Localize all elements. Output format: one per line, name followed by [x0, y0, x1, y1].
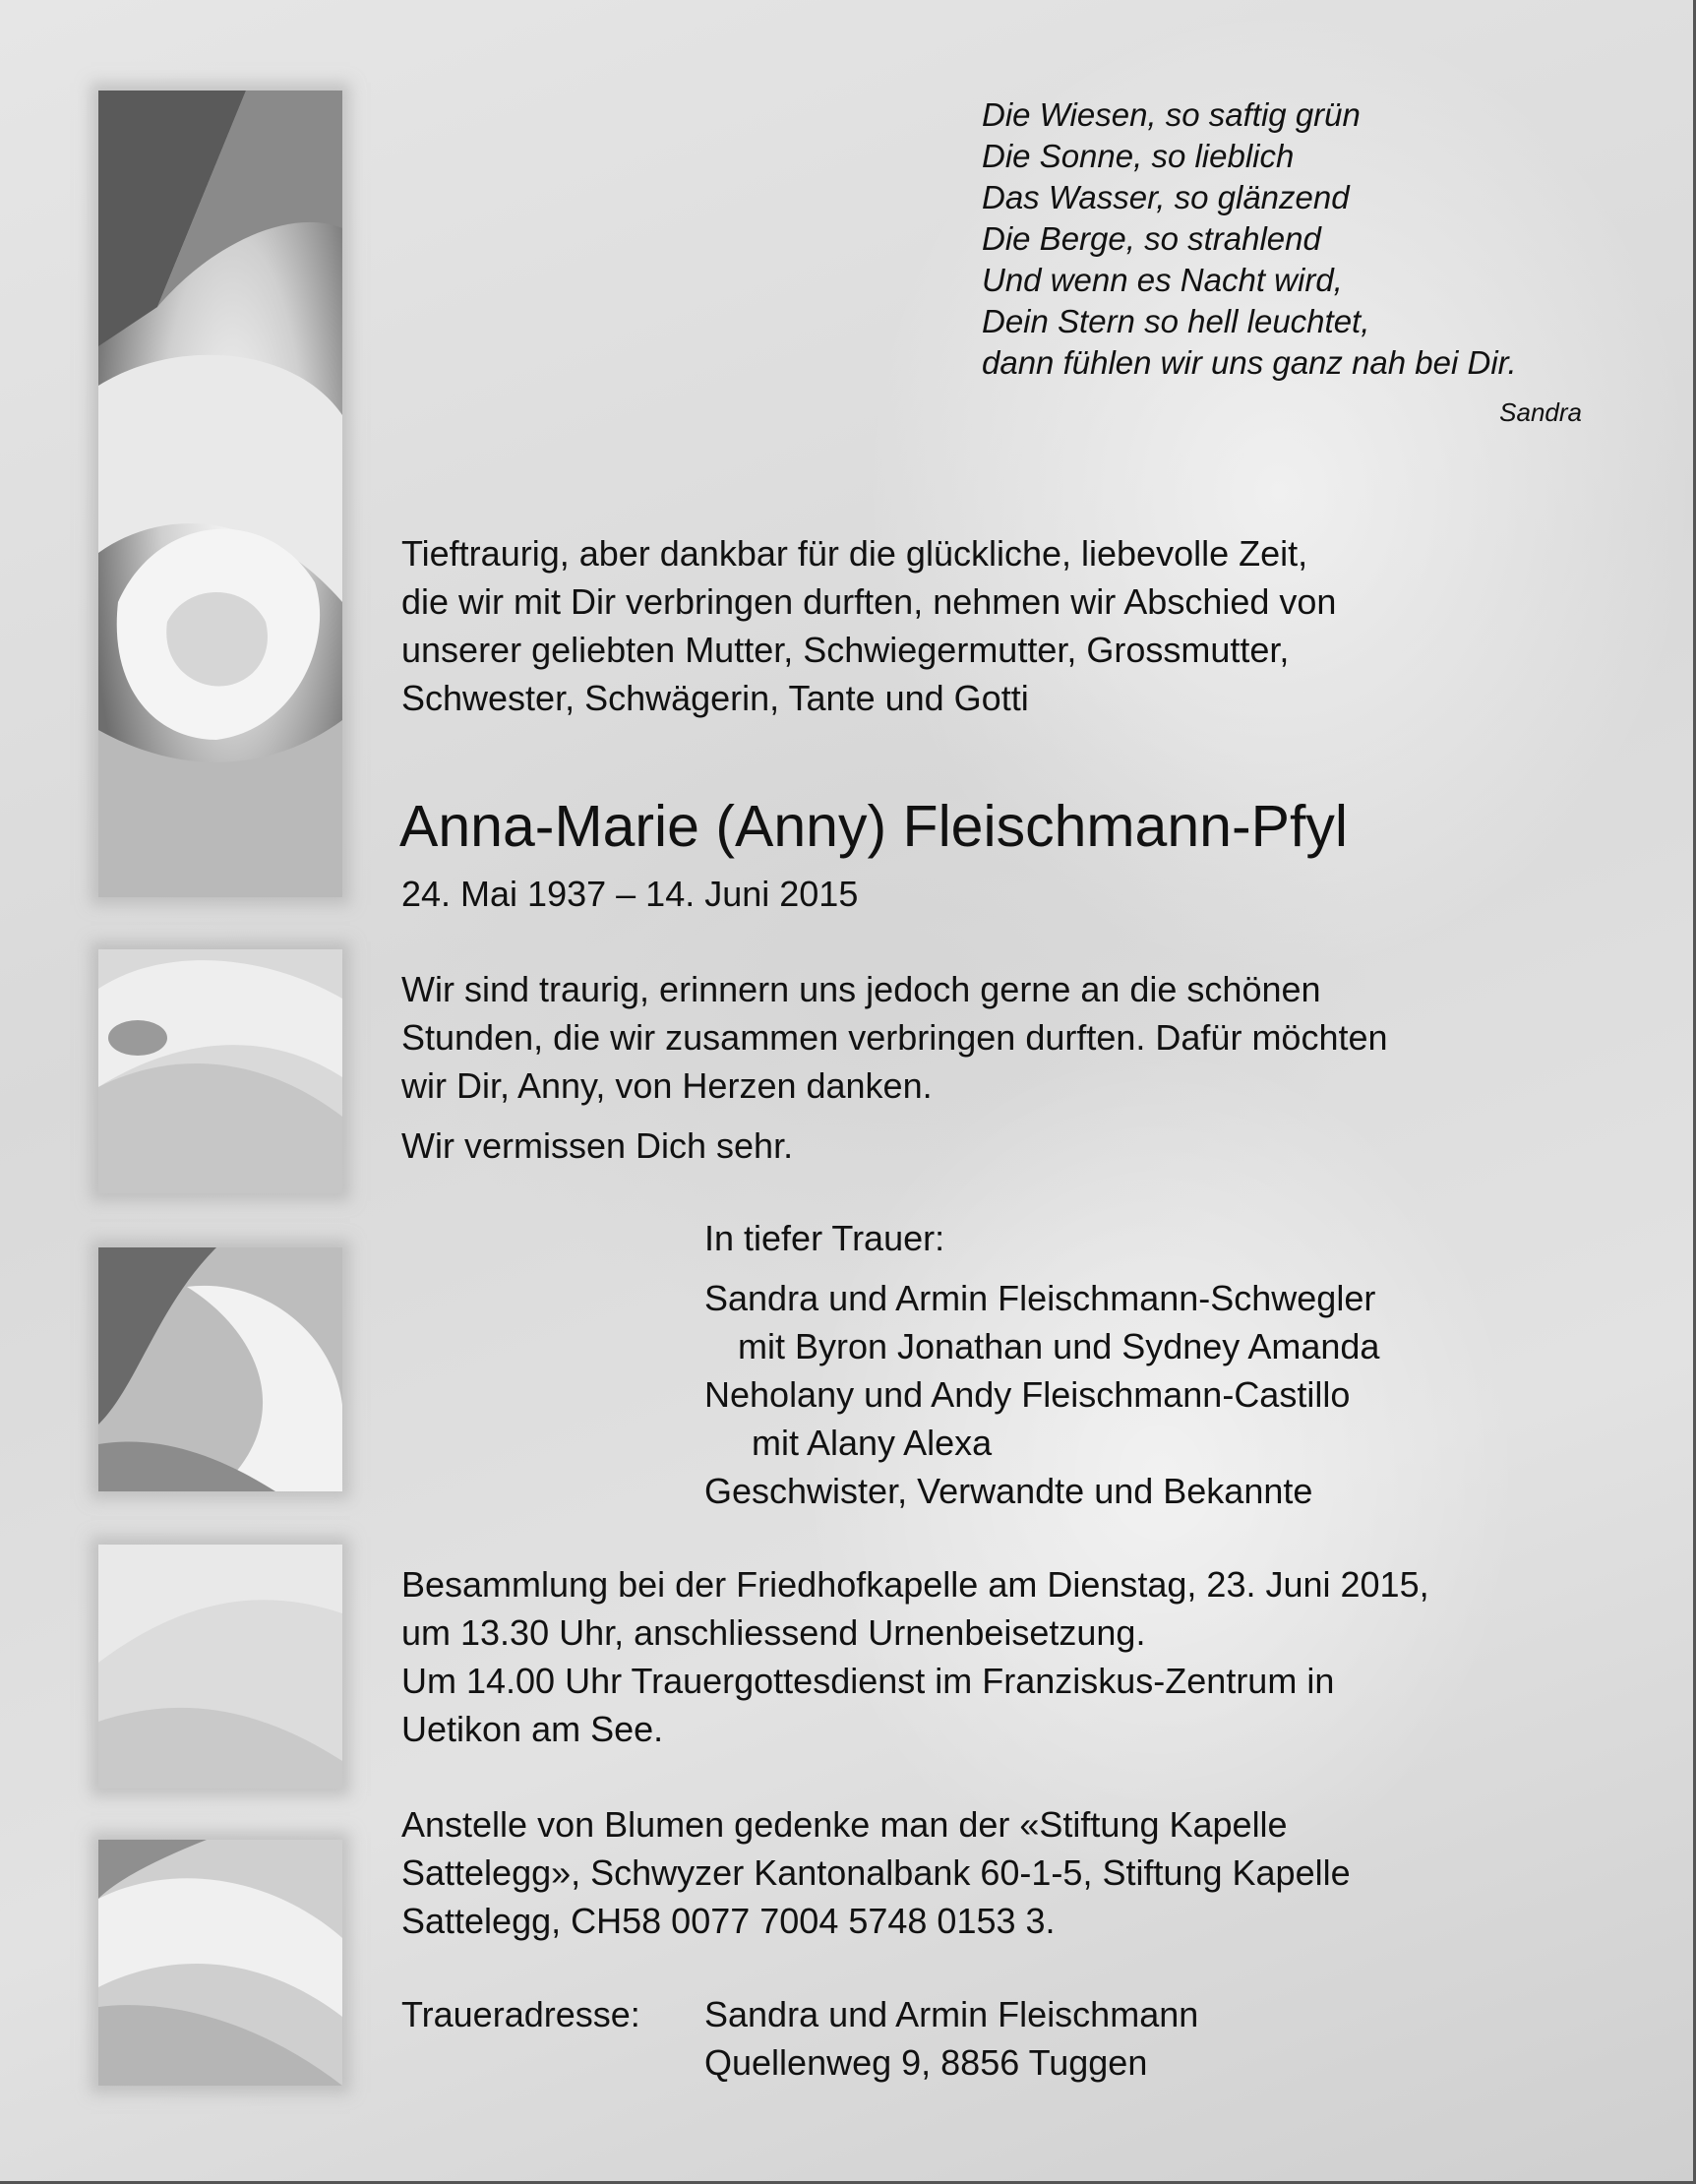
mourner-line: Sandra und Armin Fleischmann-Schwegler [704, 1278, 1376, 1318]
mourner-line: Geschwister, Verwandte und Bekannte [704, 1471, 1313, 1511]
remembrance-line: Stunden, die wir zusammen verbringen durften. Dafür möchten [401, 1017, 1388, 1058]
donation-line: Sattelegg», Schwyzer Kantonalbank 60-1-5, Stiftung Kapelle [401, 1852, 1351, 1893]
mourning-address [704, 1990, 1198, 2087]
donation-paragraph [401, 1800, 1351, 1945]
rose-image-tall [98, 91, 342, 897]
intro-line: Tieftraurig, aber dankbar für die glückliche, liebevolle Zeit, [401, 533, 1308, 574]
address-line: Quellenweg 9, 8856 Tuggen [704, 2042, 1148, 2083]
service-line: Um 14.00 Uhr Trauergottesdienst im Franziskus-Zentrum in [401, 1661, 1335, 1701]
rose-image-3 [98, 1247, 342, 1491]
mourners-list [704, 1274, 1379, 1515]
donation-line: Sattelegg, CH58 0077 7004 5748 0153 3. [401, 1901, 1056, 1941]
poem-line: Die Wiesen, so saftig grün [982, 96, 1361, 133]
poem-line: Das Wasser, so glänzend [982, 179, 1350, 215]
mourner-line: mit Alany Alexa [752, 1423, 993, 1463]
intro-paragraph [401, 529, 1336, 722]
mourner-line: mit Byron Jonathan und Sydney Amanda [738, 1326, 1380, 1366]
mourner-line: Neholany und Andy Fleischmann-Castillo [704, 1374, 1351, 1415]
address-line: Sandra und Armin Fleischmann [704, 1994, 1199, 2034]
service-paragraph [401, 1560, 1429, 1753]
mourners-heading: In tiefer Trauer: [704, 1218, 945, 1258]
poem-author: Sandra [1499, 397, 1582, 427]
rose-image-2 [98, 949, 342, 1193]
remembrance-line: wir Dir, Anny, von Herzen danken. [401, 1065, 933, 1106]
rose-image-5 [98, 1840, 342, 2086]
intro-line: unserer geliebten Mutter, Schwiegermutter, Grossmutter, [401, 630, 1290, 670]
remembrance-paragraph [401, 965, 1388, 1110]
service-line: Besammlung bei der Friedhofkapelle am Dienstag, 23. Juni 2015, [401, 1564, 1429, 1605]
poem-line: dann fühlen wir uns ganz nah bei Dir. [982, 344, 1517, 381]
intro-line: die wir mit Dir verbringen durften, nehmen wir Abschied von [401, 581, 1337, 622]
donation-line: Anstelle von Blumen gedenke man der «Stiftung Kapelle [401, 1804, 1288, 1845]
life-dates: 24. Mai 1937 – 14. Juni 2015 [401, 874, 859, 914]
poem-line: Und wenn es Nacht wird, [982, 262, 1343, 298]
service-line: Uetikon am See. [401, 1709, 664, 1749]
remembrance-closing: Wir vermissen Dich sehr. [401, 1125, 794, 1166]
poem-line: Dein Stern so hell leuchtet, [982, 303, 1370, 339]
remembrance-line: Wir sind traurig, erinnern uns jedoch gerne an die schönen [401, 969, 1321, 1009]
address-label: Traueradresse: [401, 1994, 640, 2034]
intro-line: Schwester, Schwägerin, Tante und Gotti [401, 678, 1029, 718]
service-line: um 13.30 Uhr, anschliessend Urnenbeisetzung. [401, 1612, 1146, 1653]
rose-image-4 [98, 1545, 342, 1789]
poem-line: Die Sonne, so lieblich [982, 138, 1295, 174]
deceased-name: Anna-Marie (Anny) Fleischmann-Pfyl [399, 794, 1348, 859]
poem [982, 94, 1517, 384]
poem-line: Die Berge, so strahlend [982, 220, 1321, 257]
